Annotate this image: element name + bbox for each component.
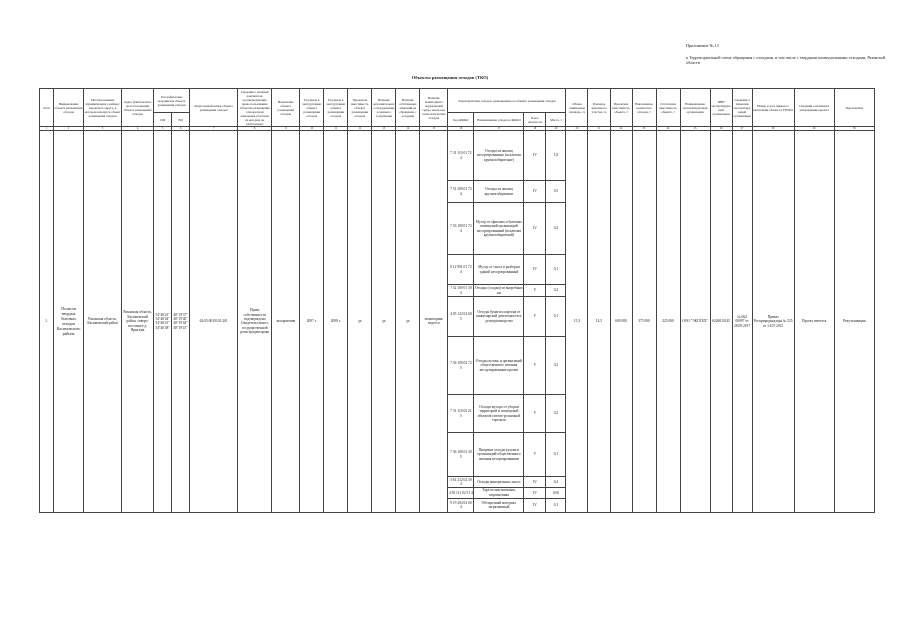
waste-mass: 0,3 — [546, 337, 566, 395]
waste-mass: 0,2 — [546, 395, 566, 433]
commission-year-2: 2008 г. — [324, 131, 348, 513]
waste-mass: 1,8 — [546, 131, 566, 181]
waste-code: 4 38 111 02 51 4 — [448, 487, 474, 498]
column-number: 27 — [732, 127, 752, 131]
col-header-7: Сведения о наличии документов, подтверждающих право пользования объектом размещения отходов (или земельным участком, на котором он расположен) — [238, 89, 272, 127]
address: Рязанская область, Касимовский район, северо-восточнее д. Ярыгина — [122, 131, 154, 513]
col-header-4: Адрес фактического местоположения объекта размещения отходов — [122, 89, 154, 127]
waste-name: Отходы мусора от уборки территорий и помещений объектов оптово-розничной торговли — [474, 395, 524, 433]
column-number: 11 — [324, 127, 348, 131]
purpose: захоронение — [272, 131, 300, 513]
col-header-5: Географические координаты объекта размещения отходов — [154, 89, 190, 113]
column-number: 15 — [420, 127, 448, 131]
waste-name: Отходы из жилищ крупногабаритные — [474, 181, 524, 203]
waste-class: IV — [524, 255, 546, 285]
design-capacity: да — [348, 131, 372, 513]
operator-inn: 6226010145 — [710, 131, 732, 513]
waste-name: Отходы (осадки) из выгребных ям — [475, 286, 523, 295]
column-number: 19 — [546, 127, 566, 131]
column-number: 25 — [680, 127, 710, 131]
column-number: 9 — [272, 127, 300, 131]
waste-class: IV — [524, 131, 546, 181]
waste-name: Мусор от сноса и разборки зданий несортированный — [474, 255, 524, 285]
col-header-10: Год ввода в эксплуатацию объекта размещения отходов — [324, 89, 348, 127]
column-number: 16 — [448, 127, 474, 131]
column-number: 22 — [610, 127, 632, 131]
waste-name: Отходы бумаги и картона от канцелярской деятельности и делопроизводства — [474, 297, 524, 337]
column-number: 26 — [710, 127, 732, 131]
waste-class: IV — [524, 477, 546, 488]
waste-class: V — [524, 433, 546, 477]
waste-mass: 0,1 — [546, 255, 566, 285]
column-number: 13 — [372, 127, 396, 131]
waste-name: Отходы минеральных масел — [474, 477, 524, 488]
project-status: Проект имеется — [794, 131, 834, 513]
column-number: 17 — [474, 127, 524, 131]
accumulated: 375 000 — [632, 131, 656, 513]
waste-code: 7 36 100 02 72 5 — [448, 337, 474, 395]
col-header-20: Остаточная вместимость объекта, т — [656, 89, 680, 127]
waste-mass: 0,1 — [546, 498, 566, 512]
column-number: 4 — [122, 127, 154, 131]
capacity-tonnes: 600 000 — [610, 131, 632, 513]
waste-code: 7 31 200 01 72 4 — [448, 181, 474, 203]
col-header-22: ИНН эксплуатирующей организации — [710, 89, 732, 127]
waste-code: 7 36 100 01 30 5 — [448, 433, 474, 477]
column-number: 29 — [794, 127, 834, 131]
col-header-19: Накопленное количество отходов, т — [632, 89, 656, 127]
land-area: 14,5 — [588, 131, 610, 513]
column-number: 12 — [348, 127, 372, 131]
commission-year: 2007 г. — [300, 131, 324, 513]
waste-code: 7 31 110 01 72 4 — [448, 131, 474, 181]
col-header-24: Номер и дата приказа о включении объекта в ГРОРО — [752, 89, 794, 127]
waste-code: 3 61 212 02 39 4 — [448, 477, 474, 488]
record-number: 1. — [40, 131, 54, 513]
col-header-12: Наличие дополнительного оборудования, основного сооружения — [372, 89, 396, 127]
column-number: 7 — [190, 127, 238, 131]
waste-code: 4 05 122 02 60 5 — [448, 297, 474, 337]
col-header-5a: СШ — [154, 113, 172, 127]
ownership-docs: Право собственности подтверждено Свидетельством о государственной регистрации права — [238, 131, 272, 513]
appendix-subtitle: к Территориальной схеме обращения с отходами, в том числе с твердыми коммунальными отходами, Рязанской области — [686, 55, 886, 66]
col-header-3: Местоположение муниципального района/городского округа, в котором находится объект размещения отходов — [84, 89, 122, 127]
col-header-15b: Наименование отхода по ФККО — [474, 113, 524, 127]
residual-capacity: 225 000 — [656, 131, 680, 513]
column-number: 24 — [656, 127, 680, 131]
col-header-16: Общая занимаемая площадь, га — [566, 89, 588, 127]
waste-code: 7 33 100 01 72 4 — [448, 203, 474, 255]
column-number: 18 — [524, 127, 546, 131]
col-header-11: Проектная вместимость объекта размещения отходов — [348, 89, 372, 127]
col-header-13: Наличие собственных лицензий на обращение с отходами — [396, 89, 420, 127]
col-header-26: Перспектива — [834, 89, 874, 127]
waste-class: IV — [524, 487, 546, 498]
waste-name: Пищевые отходы кухонь и организаций общественного питания несортированные — [474, 433, 524, 477]
col-header-6: Кадастровый номер объекта размещения отходов — [190, 89, 238, 127]
waste-name: Отходы из жилищ несортированные (исключая крупногабаритные) — [474, 131, 524, 181]
district: Рязанская область, Касимовский район — [84, 131, 122, 513]
total-area: 15,3 — [566, 131, 588, 513]
waste-code: 7 32 100 01 30 4 — [448, 285, 474, 297]
waste-mass: 0,06 — [546, 487, 566, 498]
longitude: 40°19'37" 40°19'40" 40°19'44" 40°19'41" — [172, 131, 190, 513]
waste-code: 8 12 901 01 72 4 — [448, 255, 474, 285]
col-header-15d: Масса, т — [546, 113, 566, 127]
col-header-15c: Класс опасности — [524, 113, 546, 127]
col-header-23: Сведения о лицензии эксплуатирующей организации — [732, 89, 752, 127]
waste-class: IV — [524, 203, 546, 255]
column-number: 5 — [154, 127, 172, 131]
waste-mass: 0,1 — [546, 433, 566, 477]
col-header-15a: Код ФККО — [448, 113, 474, 127]
column-number: 20 — [566, 127, 588, 131]
waste-class: V — [524, 297, 546, 337]
waste-mass: 0,5 — [546, 181, 566, 203]
col-header-5b: ВД — [172, 113, 190, 127]
col-header-15: Характеристика отходов, размещенных на объекте размещения отходов — [448, 89, 566, 113]
column-number: 30 — [834, 127, 874, 131]
waste-mass: 0,4 — [546, 477, 566, 488]
perspective: Рекультивация — [834, 131, 874, 513]
waste-objects-table — [39, 88, 875, 513]
waste-class: V — [524, 285, 546, 297]
column-number: 8 — [238, 127, 272, 131]
waste-class: V — [524, 337, 546, 395]
waste-class: V — [524, 395, 546, 433]
waste-name: Мусор от офисных и бытовых помещений организаций несортированный (исключая крупногабаритный) — [474, 203, 524, 255]
column-number: 28 — [752, 127, 794, 131]
column-number: 3 — [84, 127, 122, 131]
latitude: 54°46'41" 54°46'44" 54°46'41" 54°46'38" — [154, 131, 172, 513]
operator-license: № 062 00097 от 28.09.2017 — [732, 131, 752, 513]
column-number: 6 — [172, 127, 190, 131]
col-header-8: Назначение объекта размещения отходов — [272, 89, 300, 127]
document-title: Объекты размещения отходов (ТКО) — [411, 75, 489, 80]
cadastral-number: 62:05:0010101:201 — [190, 131, 238, 513]
monitoring: мониторинг ведется — [420, 131, 448, 513]
object-name: Полигон твердых бытовых отходов Касимовского района — [54, 131, 84, 513]
col-header-14: Наличие мониторинга окружающей среды, контроля, технологических отходов — [420, 89, 448, 127]
column-number: 10 — [300, 127, 324, 131]
column-number: 23 — [632, 127, 656, 131]
waste-class: IV — [524, 498, 546, 512]
col-header-2: Наименование объекта размещения отходов — [54, 89, 84, 127]
waste-mass: 0,3 — [546, 203, 566, 255]
waste-mass: 0,2 — [546, 285, 566, 297]
waste-name: Обтирочный материал загрязненный — [474, 498, 524, 512]
col-header-9: Год ввода в эксплуатацию объекта размещения отходов — [300, 89, 324, 127]
groro-order: Приказ Росприроднадзора № 525 от 14.07.2015 — [752, 131, 794, 513]
column-number: 14 — [396, 127, 420, 131]
col-header-25: Сведения о наличии и утверждении проекта — [794, 89, 834, 127]
waste-name: Отходы кухонь и организаций общественного питания несортированные прочие — [474, 337, 524, 395]
appendix-label: Приложение № 13 — [686, 43, 719, 48]
table-row — [40, 131, 875, 181]
column-number: 2 — [54, 127, 84, 131]
waste-name: Тара полиэтиленовая, загрязненная — [474, 487, 524, 498]
waste-mass: 0,1 — [546, 297, 566, 337]
column-number: 1 — [40, 127, 54, 131]
operator-name: ООО "ЭКОТЕХ" — [680, 131, 710, 513]
waste-code: 7 31 110 02 21 5 — [448, 395, 474, 433]
col-header-18: Проектная вместимость объекта, т — [610, 89, 632, 127]
column-number: 21 — [588, 127, 610, 131]
waste-class: IV — [524, 181, 546, 203]
waste-code: 9 19 204 02 60 4 — [448, 498, 474, 512]
equipment: да — [372, 131, 396, 513]
col-header-17: Площадь земельного участка, га — [588, 89, 610, 127]
col-header-21: Наименование эксплуатирующей организации — [680, 89, 710, 127]
license-flag: да — [396, 131, 420, 513]
col-header-1: п/п/п — [40, 89, 54, 127]
